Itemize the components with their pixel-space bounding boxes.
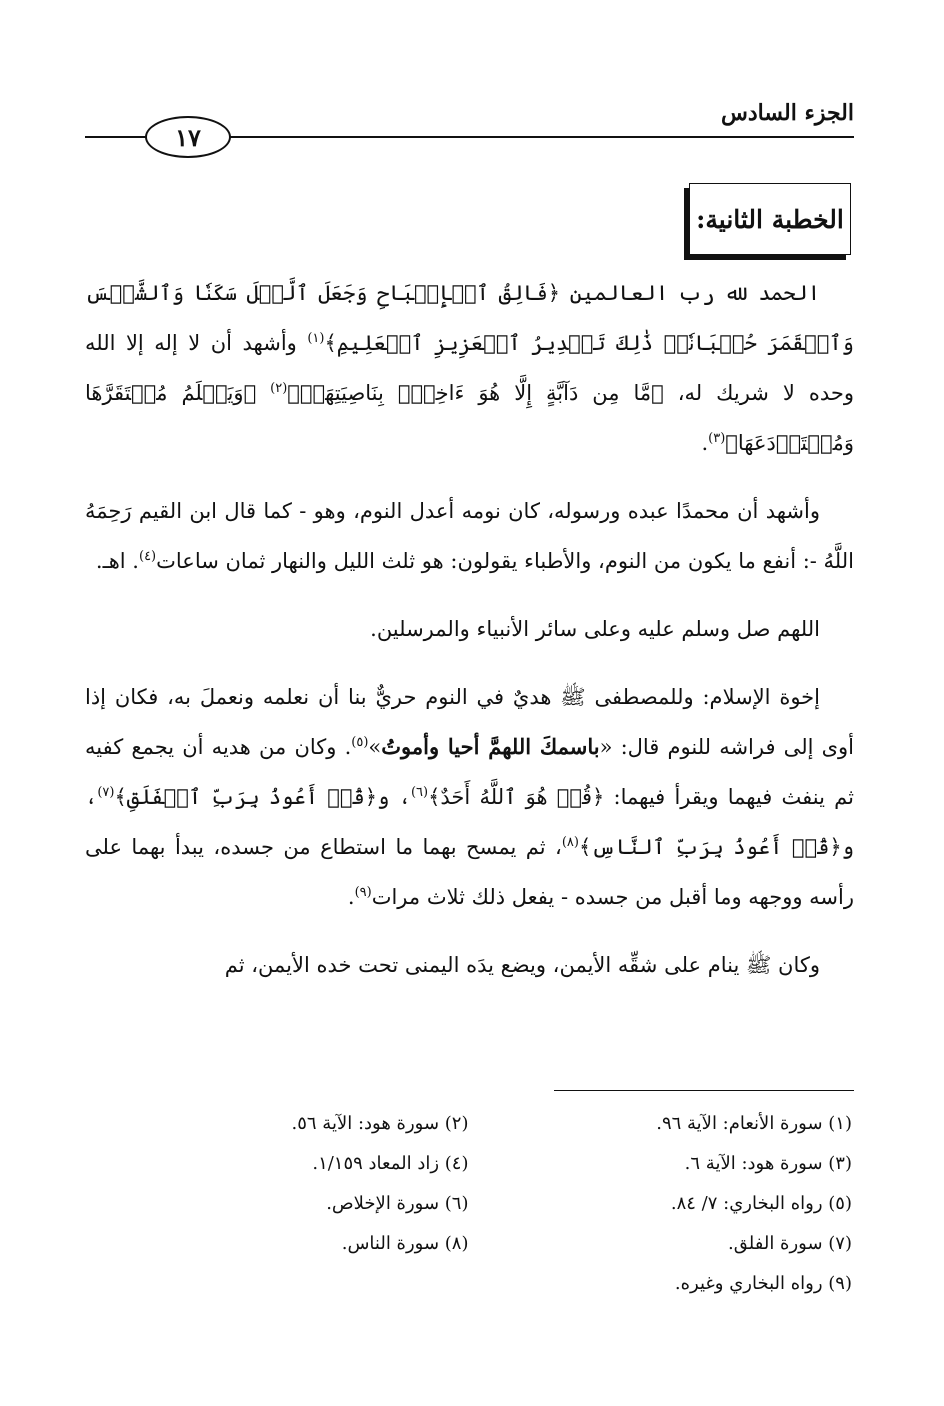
footnote-6: (٦) سورة الإخلاص. [326, 1193, 469, 1214]
footnote-ref: (٥) [351, 735, 369, 750]
text-run: الحمد لله رب العالمين [560, 281, 821, 305]
footnote-4: (٤) زاد المعاد ١/١٥٩. [312, 1153, 469, 1174]
footnote-row [85, 1184, 852, 1224]
footnote-ref: (٦) [410, 785, 429, 800]
footnote-ref: (١) [307, 331, 325, 346]
footnote-ref: (٩) [354, 885, 372, 900]
text-run: . اهـ. [95, 549, 139, 573]
footnote-row [85, 1144, 852, 1184]
footnote-5: (٥) رواه البخاري: ٧/ ٨٤. [670, 1193, 852, 1214]
quran-verse: ﴿مَّا مِن دَآبَّةٍ إِلَّا هُوَ ءَاخِذُۢ بِنَاصِيَتِهَآۚ﴾ [287, 381, 664, 405]
footnote-7: (٧) سورة الفلق. [728, 1233, 852, 1254]
quran-verse: ﴿قُلۡ أَعُوذُ بِرَبِّ ٱلۡفَلَقِ﴾ [114, 785, 378, 809]
paragraph-2 [85, 486, 854, 586]
paragraph-3: اللهم صل وسلم عليه وعلى سائر الأنبياء والمرسلين. [370, 617, 820, 641]
footnote-ref: (٨) [561, 835, 579, 850]
footnote-ref: (٣) [708, 431, 726, 446]
footnote-ref: (٤) [138, 549, 157, 564]
footnote-2: (٢) سورة هود: الآية ٥٦. [291, 1113, 469, 1134]
text-run: . [701, 431, 709, 455]
body-text [85, 268, 854, 1008]
footnote-row [85, 1224, 852, 1264]
footnote-1: (١) سورة الأنعام: الآية ٩٦. [656, 1113, 852, 1134]
footnote-row [85, 1104, 852, 1144]
hadith-quote: باسمكَ اللهمَّ أحيا وأموتُ [381, 734, 600, 759]
text-run: إخوة الإسلام: وللمصطفى ﷺ هديٌ في النوم حريٌّ بنا أن نعلمه ونعملَ به، فكان إذا أوى إلى فراشه للنوم قال: « [85, 685, 854, 759]
quran-verse: ﴿وَيَعۡلَمُ مُسۡتَقَرَّهَا وَمُسۡتَوۡدَعَهَا﴾ [85, 381, 854, 455]
text-run: . وكان من هديه أن يجمع كفيه ثم ينفث فيهما ويقرأ فيهما: [85, 735, 854, 809]
footnote-8: (٨) سورة الناس. [341, 1233, 469, 1254]
footnote-9: (٩) رواه البخاري وغيره. [674, 1273, 852, 1294]
quran-verse: ﴿قُلۡ أَعُوذُ بِرَبِّ ٱلنَّاسِ﴾ [578, 835, 842, 859]
text-run: ، و [85, 785, 854, 859]
text-run: ، و [377, 785, 411, 809]
text-run: وأشهد أن لا إله إلا الله وحده لا شريك له، [85, 331, 854, 405]
text-run: . [347, 885, 355, 909]
paragraph-4 [85, 672, 854, 922]
footnotes [85, 1104, 852, 1304]
footnote-row [85, 1264, 852, 1304]
page-number: ١٧ [145, 116, 231, 158]
footnote-3: (٣) سورة هود: الآية ٦. [684, 1153, 852, 1174]
part-title: الجزء السادس [721, 100, 854, 126]
paragraph-1 [85, 268, 854, 468]
quran-verse: ﴿قُلۡ هُوَ ٱللَّهُ أَحَدٌ﴾ [428, 785, 605, 809]
text-run: وأشهد أن محمدًا عبده ورسوله، كان نومه أعدل النوم، وهو - كما قال ابن القيم رَحِمَهُ اللَّهُ -: أنفع ما يكون من النوم، والأطباء يقولون: هو ثلث الليل والنهار ثمان ساعات [85, 499, 854, 573]
footnote-separator [554, 1090, 854, 1091]
section-title: الخطبة الثانية: [689, 183, 851, 255]
text-run: » [368, 735, 382, 759]
quran-verse: ﴿فَالِقُ ٱلۡإِصۡبَاحِ وَجَعَلَ ٱلَّيۡلَ سَكَنٗا وَٱلشَّمۡسَ وَٱلۡقَمَرَ حُسۡبَانٗاۚ ذَٰلِكَ تَقۡدِيرُ ٱلۡعَزِيزِ ٱلۡعَلِيمِ﴾ [85, 281, 854, 355]
page-header [85, 92, 854, 152]
paragraph-5: وكان ﷺ ينام على شقِّه الأيمن، ويضع يدَه اليمنى تحت خده الأيمن، ثم [224, 953, 820, 977]
footnote-ref: (٧) [97, 785, 115, 800]
footnote-ref: (٢) [270, 381, 288, 396]
text-run: ، ثم يمسح بهما ما استطاع من جسده، يبدأ بهما على رأسه ووجهه وما أقبل من جسده - يفعل ذلك ثلاث مرات [85, 835, 854, 909]
